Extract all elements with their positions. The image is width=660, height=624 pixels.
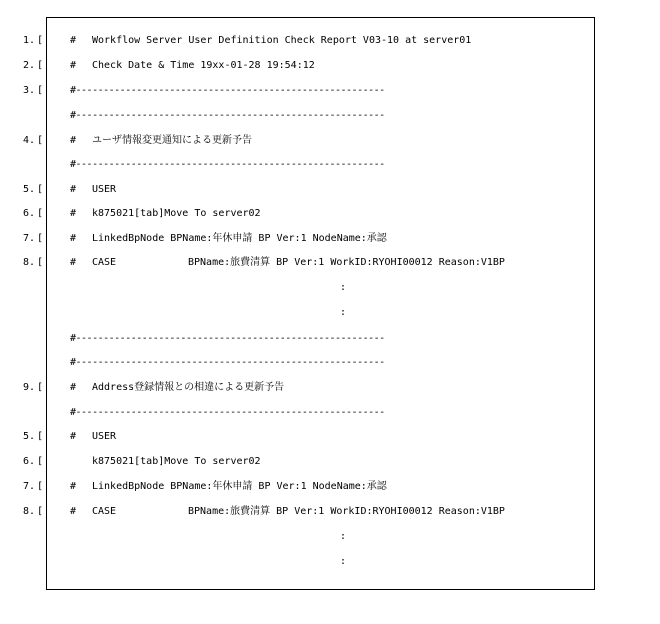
user-label: USER: [92, 431, 117, 442]
case-detail: BPName:旅費清算 BP Ver:1 WorkID:RYOHI00012 Reason:V1BP: [188, 506, 505, 517]
report-line-2: [0, 56, 660, 76]
separator-row: [0, 155, 660, 175]
separator-line: #--------------------------------------------------------: [70, 85, 385, 96]
separator-line: #--------------------------------------------------------: [70, 110, 385, 121]
report-line-9: [0, 378, 660, 398]
linked-bp-node: LinkedBpNode BPName:年休申請 BP Ver:1 NodeName:承認: [92, 481, 387, 492]
line-number: 8.: [22, 257, 35, 268]
report-line-6: [0, 204, 660, 224]
user-label: USER: [92, 184, 117, 195]
report-line-3: [0, 81, 660, 101]
line-number: 3.: [22, 85, 35, 96]
line-bracket: [: [37, 208, 44, 219]
separator-line: #--------------------------------------------------------: [70, 159, 385, 170]
comment-hash: #: [70, 184, 77, 195]
line-bracket: [: [37, 506, 44, 517]
line-bracket: [: [37, 382, 44, 393]
user-entry: k875021[tab]Move To server02: [92, 456, 261, 467]
linked-bp-node: LinkedBpNode BPName:年休申請 BP Ver:1 NodeName:承認: [92, 233, 387, 244]
separator-line: #--------------------------------------------------------: [70, 407, 385, 418]
separator-line: #--------------------------------------------------------: [70, 333, 385, 344]
ellipsis-row: [0, 303, 660, 323]
report-line-4: [0, 131, 660, 151]
report-line-6b: [0, 452, 660, 472]
line-bracket: [: [37, 135, 44, 146]
report-line-7: [0, 229, 660, 249]
comment-hash: #: [70, 257, 77, 268]
case-detail: BPName:旅費清算 BP Ver:1 WorkID:RYOHI00012 Reason:V1BP: [188, 257, 505, 268]
report-line-8b: [0, 502, 660, 522]
comment-hash: #: [70, 208, 77, 219]
line-bracket: [: [37, 431, 44, 442]
report-title: Workflow Server User Definition Check Report V03-10 at server01: [92, 35, 472, 46]
comment-hash: #: [70, 506, 77, 517]
separator-row: [0, 329, 660, 349]
case-label: CASE: [92, 257, 117, 268]
ellipsis-row: [0, 278, 660, 298]
section-title: ユーザ情報変更通知による更新予告: [92, 135, 252, 146]
report-line-7b: [0, 477, 660, 497]
line-bracket: [: [37, 481, 44, 492]
line-number: 5.: [22, 431, 35, 442]
report-line-1: [0, 31, 660, 51]
line-number: 4.: [22, 135, 35, 146]
ellipsis-mark: :: [340, 531, 347, 542]
line-bracket: [: [37, 456, 44, 467]
report-line-8: [0, 253, 660, 273]
comment-hash: #: [70, 60, 77, 71]
ellipsis-row: [0, 527, 660, 547]
section-title: Address登録情報との相違による更新予告: [92, 382, 285, 393]
report-line-5b: [0, 427, 660, 447]
line-number: 5.: [22, 184, 35, 195]
separator-row: [0, 353, 660, 373]
case-label: CASE: [92, 506, 117, 517]
line-number: 6.: [22, 456, 35, 467]
ellipsis-mark: :: [340, 282, 347, 293]
separator-row: [0, 403, 660, 423]
line-bracket: [: [37, 35, 44, 46]
comment-hash: #: [70, 135, 77, 146]
separator-row: [0, 106, 660, 126]
line-bracket: [: [37, 184, 44, 195]
report-line-5: [0, 180, 660, 200]
comment-hash: #: [70, 431, 77, 442]
ellipsis-row: [0, 552, 660, 572]
line-bracket: [: [37, 257, 44, 268]
comment-hash: #: [70, 382, 77, 393]
line-number: 7.: [22, 233, 35, 244]
line-number: 1.: [22, 35, 35, 46]
line-number: 2.: [22, 60, 35, 71]
line-number: 9.: [22, 382, 35, 393]
comment-hash: #: [70, 481, 77, 492]
line-bracket: [: [37, 85, 44, 96]
line-number: 7.: [22, 481, 35, 492]
check-datetime: Check Date & Time 19xx-01-28 19:54:12: [92, 60, 315, 71]
line-bracket: [: [37, 233, 44, 244]
line-bracket: [: [37, 60, 44, 71]
user-entry: k875021[tab]Move To server02: [92, 208, 261, 219]
comment-hash: #: [70, 233, 77, 244]
separator-line: #--------------------------------------------------------: [70, 357, 385, 368]
ellipsis-mark: :: [340, 307, 347, 318]
line-number: 8.: [22, 506, 35, 517]
comment-hash: #: [70, 35, 77, 46]
ellipsis-mark: :: [340, 556, 347, 567]
line-number: 6.: [22, 208, 35, 219]
